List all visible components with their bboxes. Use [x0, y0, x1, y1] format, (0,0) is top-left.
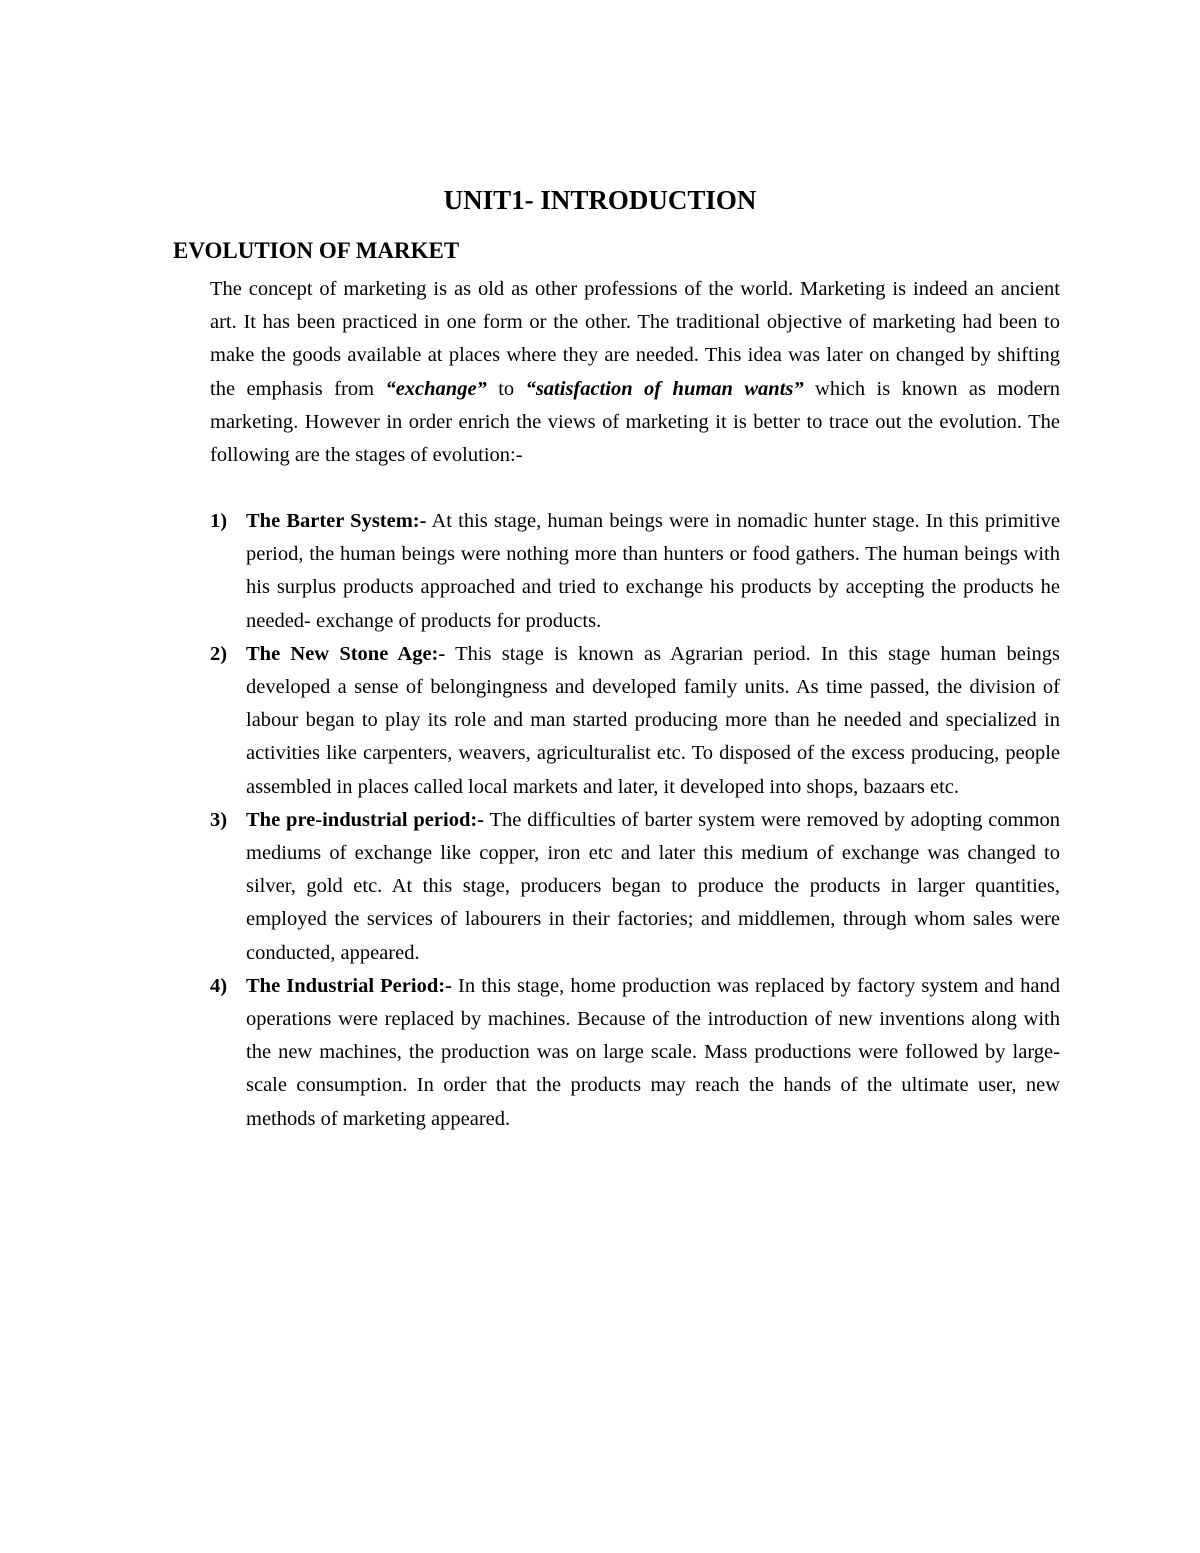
- list-item-new-stone-age: [210, 638, 1060, 804]
- list-item-title: The New Stone Age:-: [246, 642, 446, 665]
- list-item-title: The pre-industrial period:-: [246, 808, 485, 831]
- list-item-number: 2): [210, 642, 228, 665]
- intro-paragraph: [210, 273, 1060, 472]
- list-item-barter-system: [210, 505, 1060, 638]
- list-item-text: The difficulties of barter system were removed by adopting common mediums of exchange like copper, iron etc and later this medium of exchange was changed to silver, gold etc. At this stage, producers began to produce the products in larger quantities, employed the services of labourers in their factories; and middlemen, through whom sales were conducted, appeared.: [246, 808, 1060, 964]
- list-item-title: The Barter System:-: [246, 510, 427, 532]
- list-item-number: 3): [210, 808, 228, 831]
- list-item-number: 4): [210, 974, 228, 997]
- intro-emphasis-satisfaction: “satisfaction of human wants”: [525, 377, 804, 400]
- stages-list: [210, 505, 1060, 1136]
- list-item-text: In this stage, home production was replaced by factory system and hand operations were replaced by machines. Because of the introduction of new inventions along with the new machines, the production was on large scale. Mass productions were followed by large-scale consumption. In order that the products may reach the hands of the ultimate user, new methods of marketing appeared.: [246, 974, 1060, 1130]
- section-heading: EVOLUTION OF MARKET: [173, 238, 460, 263]
- intro-text-part3: which is known as modern marketing. However in order enrich the views of marketing it is better to trace out the evolution. The following are the stages of evolution:-: [210, 377, 1060, 467]
- list-item-industrial-period: [210, 970, 1060, 1136]
- list-item-title: The Industrial Period:-: [246, 974, 452, 997]
- list-item-pre-industrial-period: [210, 804, 1060, 970]
- page-title: UNIT1- INTRODUCTION: [443, 185, 757, 215]
- intro-text-part1: The concept of marketing is as old as other professions of the world. Marketing is indeed an ancient art. It has been practiced in one form or the other. The traditional objective of marketing had been to make the goods available at places where they are needed. This idea was later on changed by shifting the emphasis from: [210, 278, 1060, 400]
- list-item-text: At this stage, human beings were in nomadic hunter stage. In this primitive period, the human beings were nothing more than hunters or food gathers. The human beings with his surplus products approached and tried to exchange his products by accepting the products he needed- exchange of products for products.: [246, 510, 1060, 632]
- list-item-number: 1): [210, 510, 228, 532]
- intro-emphasis-exchange: “exchange”: [385, 377, 487, 400]
- intro-text-part2: to: [486, 377, 526, 400]
- list-item-text: This stage is known as Agrarian period. In this stage human beings developed a sense of belongingness and developed family units. As time passed, the division of labour began to play its role and man started producing more than he needed and specialized in activities like carpenters, weavers, agriculturalist etc. To disposed of the excess producing, people assembled in places called local markets and later, it developed into shops, bazaars etc.: [246, 642, 1060, 798]
